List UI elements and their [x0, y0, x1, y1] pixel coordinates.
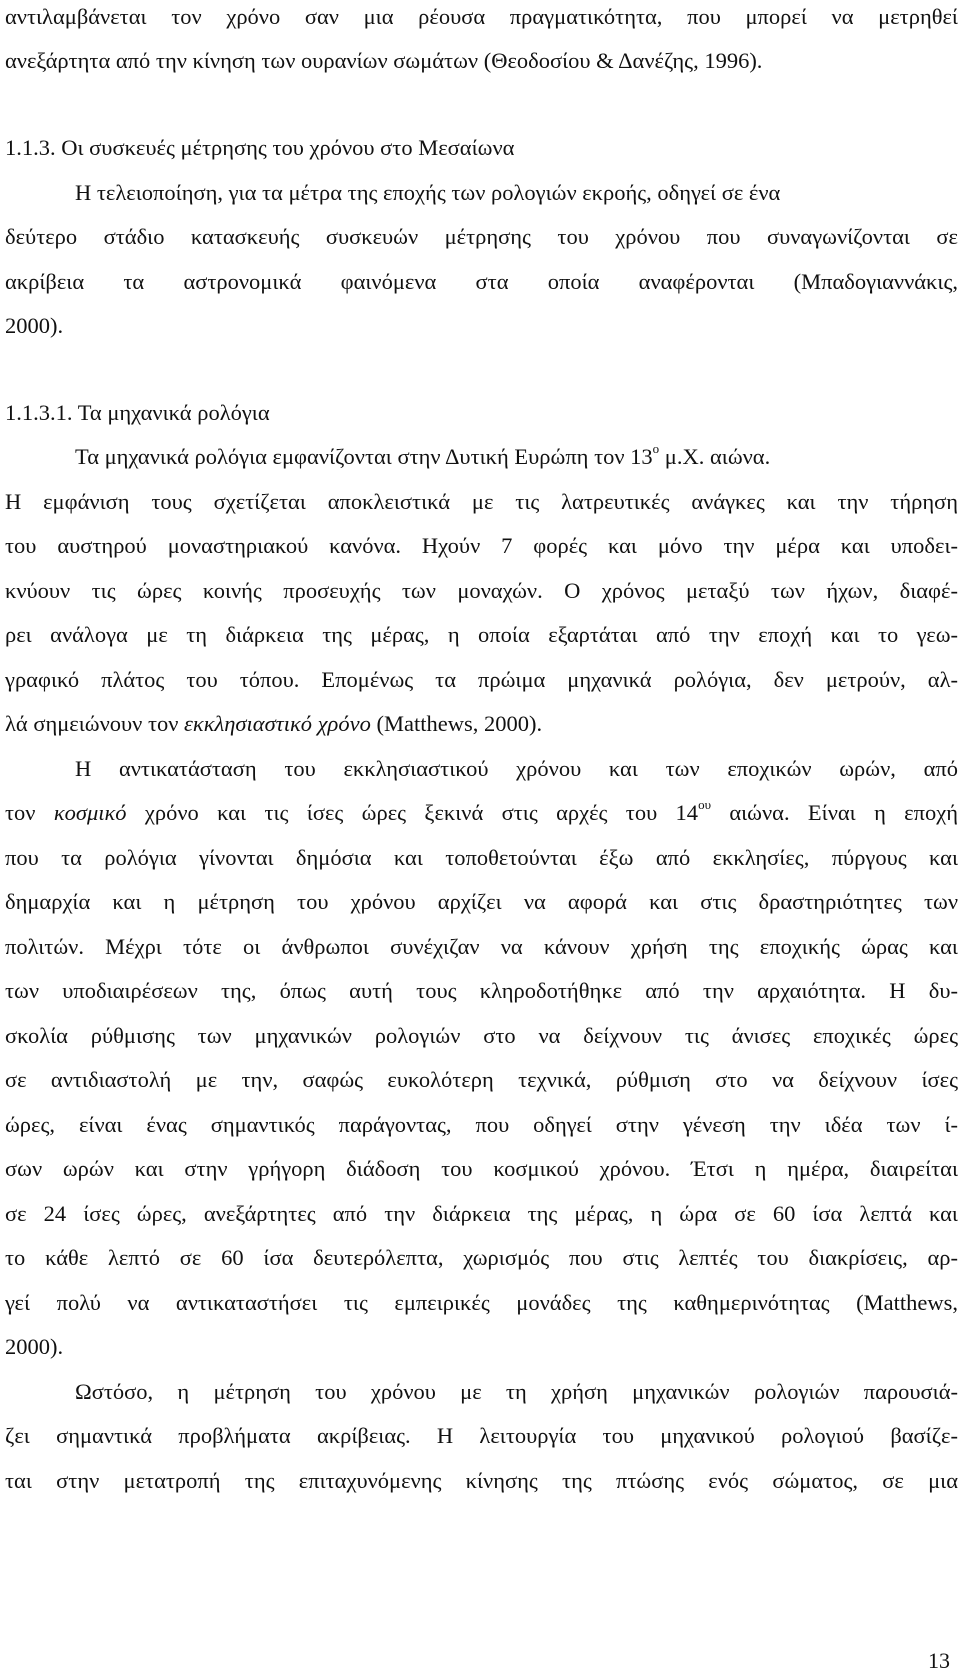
text-line: Η τελειοποίηση, για τα μέτρα της εποχής των ρολογιών εκροής, οδηγεί σε ένα	[75, 180, 781, 205]
text-line: ανεξάρτητα από την κίνηση των ουρανίων σωμάτων (Θεοδοσίου & Δανέζης, 1996).	[5, 48, 763, 73]
text-span: (Matthews, 2000).	[370, 711, 543, 736]
text-line	[5, 797, 958, 825]
text-span: μ.Χ. αιώνα.	[659, 444, 771, 469]
text-line: ζει σημαντικά προβλήματα ακρίβειας. Η λειτουργία του μηχανικού ρολογιού βασίζε-	[5, 1423, 958, 1448]
text-line: γεί πολύ να αντικαταστήσει τις εμπειρικές μονάδες της καθημερινότητας (Matthews,	[5, 1290, 958, 1315]
text-span: Τα μηχανικά ρολόγια εμφανίζονται στην Δυτική Ευρώπη τον 13	[75, 444, 653, 469]
text-line: αντιλαμβάνεται τον χρόνο σαν μια ρέουσα πραγματικότητα, που μπορεί να μετρηθεί	[5, 4, 958, 29]
text-line: σε 24 ίσες ώρες, ανεξάρτητες από την διάρκεια της μέρας, η ώρα σε 60 ίσα λεπτά και	[5, 1201, 958, 1226]
text-line: δεύτερο στάδιο κατασκευής συσκευών μέτρησης του χρόνου που συναγωνίζονται σε	[5, 224, 958, 249]
text-line: γραφικό πλάτος του τόπου. Επομένως τα πρώιμα μηχανικά ρολόγια, δεν μετρούν, αλ-	[5, 667, 958, 692]
section-heading: 1.1.3. Οι συσκευές μέτρησης του χρόνου στο Μεσαίωνα	[5, 135, 515, 160]
text-span: αιώνα. Είναι η εποχή	[711, 800, 958, 825]
text-line: 2000).	[5, 313, 64, 338]
text-line: ρει ανάλογα με τη διάρκεια της μέρας, η οποία εξαρτάται από την εποχή και το γεω-	[5, 622, 958, 647]
text-line: σων ωρών και στην γρήγορη διάδοση του κοσμικού χρόνου. Έτσι η ημέρα, διαιρείται	[5, 1156, 958, 1181]
superscript: ου	[698, 797, 711, 812]
text-span: λά σημειώνουν τον	[5, 711, 185, 736]
text-line: ακρίβεια τα αστρονομικά φαινόμενα στα οποία αναφέρονται (Μπαδογιαννάκις,	[5, 269, 958, 294]
text-line: κνύουν τις ώρες κοινής προσευχής των μοναχών. Ο χρόνος μεταξύ των ήχων, διαφέ-	[5, 578, 958, 603]
text-line: σε αντιδιαστολή με την, σαφώς ευκολότερη τεχνικά, ρύθμιση στο να δείχνουν ίσες	[5, 1067, 958, 1092]
page-number: 13	[928, 1648, 950, 1673]
text-line: του αυστηρού μοναστηριακού κανόνα. Ηχούν 7 φορές και μόνο την μέρα και υποδει-	[5, 533, 958, 558]
text-line: που τα ρολόγια γίνονται δημόσια και τοποθετούνται έξω από εκκλησίες, πύργους και	[5, 845, 958, 870]
subsection-heading: 1.1.3.1. Τα μηχανικά ρολόγια	[5, 400, 270, 425]
text-span: τον	[5, 800, 54, 825]
text-line: ται στην μετατροπή της επιταχυνόμενης κίνησης της πτώσης ενός σώματος, σε μια	[5, 1468, 958, 1493]
text-line: ώρες, είναι ένας σημαντικός παράγοντας, που οδηγεί στην γένεση την ιδέα των ί-	[5, 1112, 958, 1137]
text-line: Η εμφάνιση τους σχετίζεται αποκλειστικά με τις λατρευτικές ανάγκες και την τήρηση	[5, 489, 958, 514]
text-span: χρόνο και τις ίσες ώρες ξεκινά στις αρχές του 14	[126, 800, 699, 825]
italic-term: κοσμικό	[53, 800, 127, 825]
text-line	[75, 441, 771, 469]
text-line: δημαρχία και η μέτρηση του χρόνου αρχίζει να αφορά και στις δραστηριότητες των	[5, 889, 958, 914]
text-line: σκολία ρύθμισης των μηχανικών ρολογιών στο να δείχνουν τις άνισες εποχικές ώρες	[5, 1023, 958, 1048]
text-line: 2000).	[5, 1334, 64, 1359]
superscript: ο	[652, 441, 660, 456]
italic-term: εκκλησιαστικό χρόνο	[184, 711, 371, 736]
text-line: Η αντικατάσταση του εκκλησιαστικού χρόνου και των εποχικών ωρών, από	[75, 756, 958, 781]
text-line: πολιτών. Μέχρι τότε οι άνθρωποι συνέχιζαν να κάνουν χρήση της εποχικής ώρας και	[5, 934, 958, 959]
text-line	[5, 713, 542, 736]
text-line: Ωστόσο, η μέτρηση του χρόνου με τη χρήση μηχανικών ρολογιών παρουσιά-	[75, 1379, 958, 1404]
text-line: το κάθε λεπτό σε 60 ίσα δευτερόλεπτα, χωρισμός που στις λεπτές του διακρίσεις, αρ-	[5, 1245, 958, 1270]
text-line: των υποδιαιρέσεων της, όπως αυτή τους κληροδοτήθηκε από την αρχαιότητα. Η δυ-	[5, 978, 958, 1003]
